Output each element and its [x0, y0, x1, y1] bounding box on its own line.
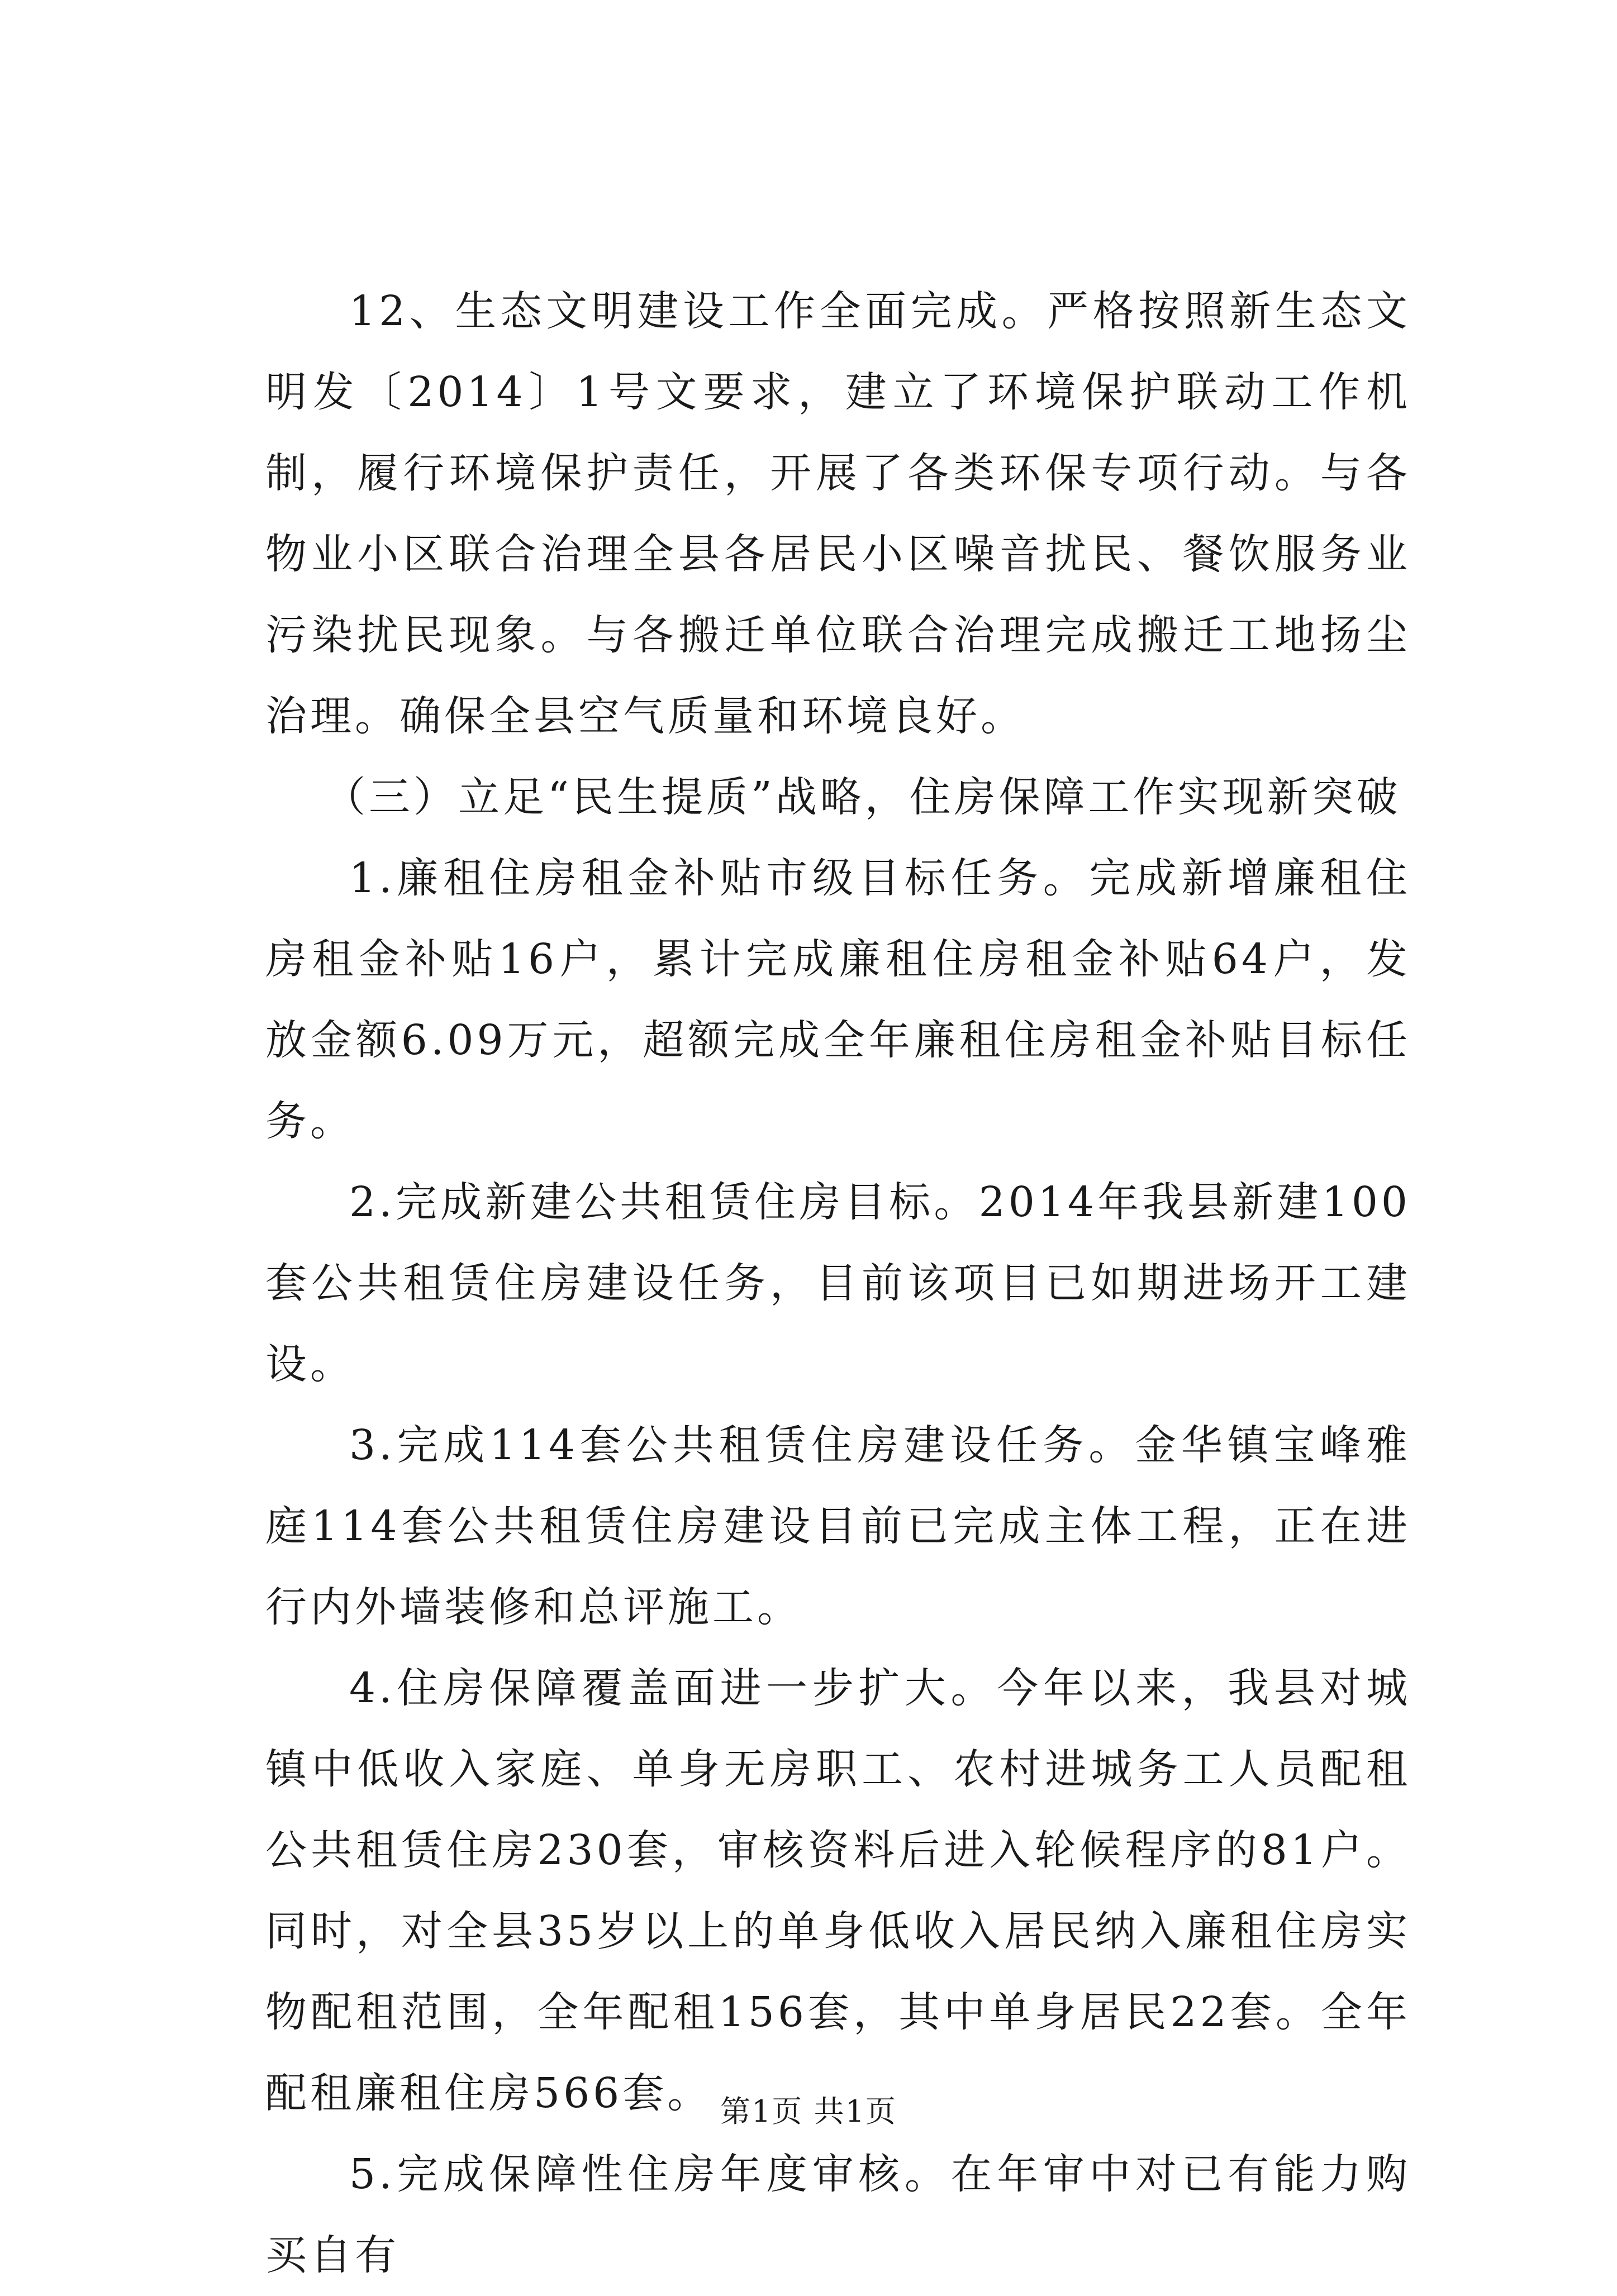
paragraph-new-public-rental: 2.完成新建公共租赁住房目标。2014年我县新建100套公共租赁住房建设任务，目前该项目已如期进场开工建设。 — [265, 1178, 1411, 1388]
paragraph-annual-review: 5.完成保障性住房年度审核。在年审中对已有能力购买自有 — [265, 2150, 1411, 2279]
paragraph-rent-subsidy: 1.廉租住房租金补贴市级目标任务。完成新增廉租住房租金补贴16户，累计完成廉租住房租金补贴64户，发放金额6.09万元，超额完成全年廉租住房租金补贴目标任务。 — [265, 854, 1411, 1145]
section-heading-housing: （三）立足“民生提质”战略，住房保障工作实现新突破 — [324, 773, 1401, 821]
paragraph-coverage-expansion: 4.住房保障覆盖面进一步扩大。今年以来，我县对城镇中低收入家庭、单身无房职工、农村进城务工人员配租公共租赁住房230套，审核资料后进入轮候程序的81户。同时，对全县35岁以上的单身低收入居民纳入廉租住房实物配租范围，全年配租156套，其中单身居民22套。全年配租廉租住房566套。 — [265, 1664, 1411, 2117]
paragraph-114-units: 3.完成114套公共租赁住房建设任务。金华镇宝峰雅庭114套公共租赁住房建设目前已完成主体工程，正在进行内外墙装修和总评施工。 — [265, 1421, 1411, 1631]
document-body — [265, 271, 1411, 2296]
page-number-footer: 第1页 共1页 — [720, 2094, 897, 2129]
paragraph-ecology: 12、生态文明建设工作全面完成。严格按照新生态文明发〔2014〕1号文要求，建立了环境保护联动工作机制，履行环境保护责任，开展了各类环保专项行动。与各物业小区联合治理全县各居民小区噪音扰民、餐饮服务业污染扰民现象。与各搬迁单位联合治理完成搬迁工地扬尘治理。确保全县空气质量和环境良好。 — [265, 287, 1411, 740]
